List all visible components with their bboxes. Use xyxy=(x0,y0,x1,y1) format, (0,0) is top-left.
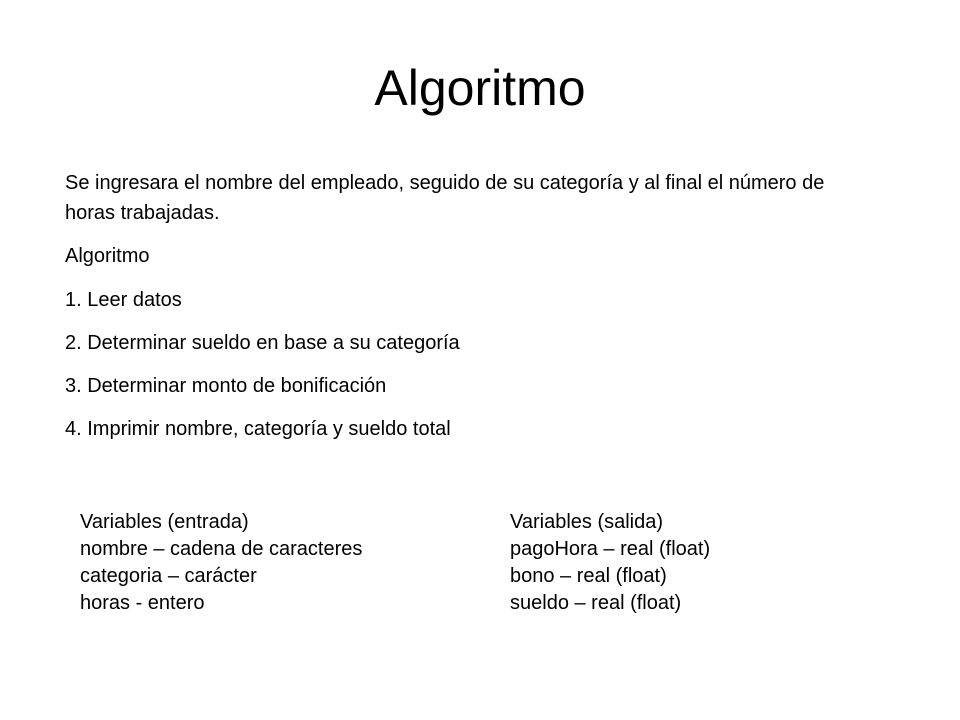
algorithm-step: 4. Imprimir nombre, categoría y sueldo total xyxy=(65,418,451,440)
output-variable-item: bono – real (float) xyxy=(510,565,667,587)
intro-paragraph: Se ingresara el nombre del empleado, seguido de su categoría y al final el número de horas trabajadas. xyxy=(65,172,825,224)
output-variable-item: pagoHora – real (float) xyxy=(510,538,711,560)
output-variables-block xyxy=(510,509,710,617)
slide-title: Algoritmo xyxy=(374,60,586,116)
algorithm-step: 3. Determinar monto de bonificación xyxy=(65,375,387,397)
input-variables-heading: Variables (entrada) xyxy=(80,511,249,533)
input-variable-item: horas - entero xyxy=(80,592,205,614)
output-variable-item: sueldo – real (float) xyxy=(510,592,682,614)
input-variables-block xyxy=(80,509,362,617)
algorithm-step: 2. Determinar sueldo en base a su categoría xyxy=(65,332,460,354)
input-variable-item: categoria – carácter xyxy=(80,565,257,587)
output-variables-heading: Variables (salida) xyxy=(510,511,664,533)
algorithm-heading: Algoritmo xyxy=(65,245,150,267)
input-variable-item: nombre – cadena de caracteres xyxy=(80,538,363,560)
algorithm-step: 1. Leer datos xyxy=(65,289,182,311)
